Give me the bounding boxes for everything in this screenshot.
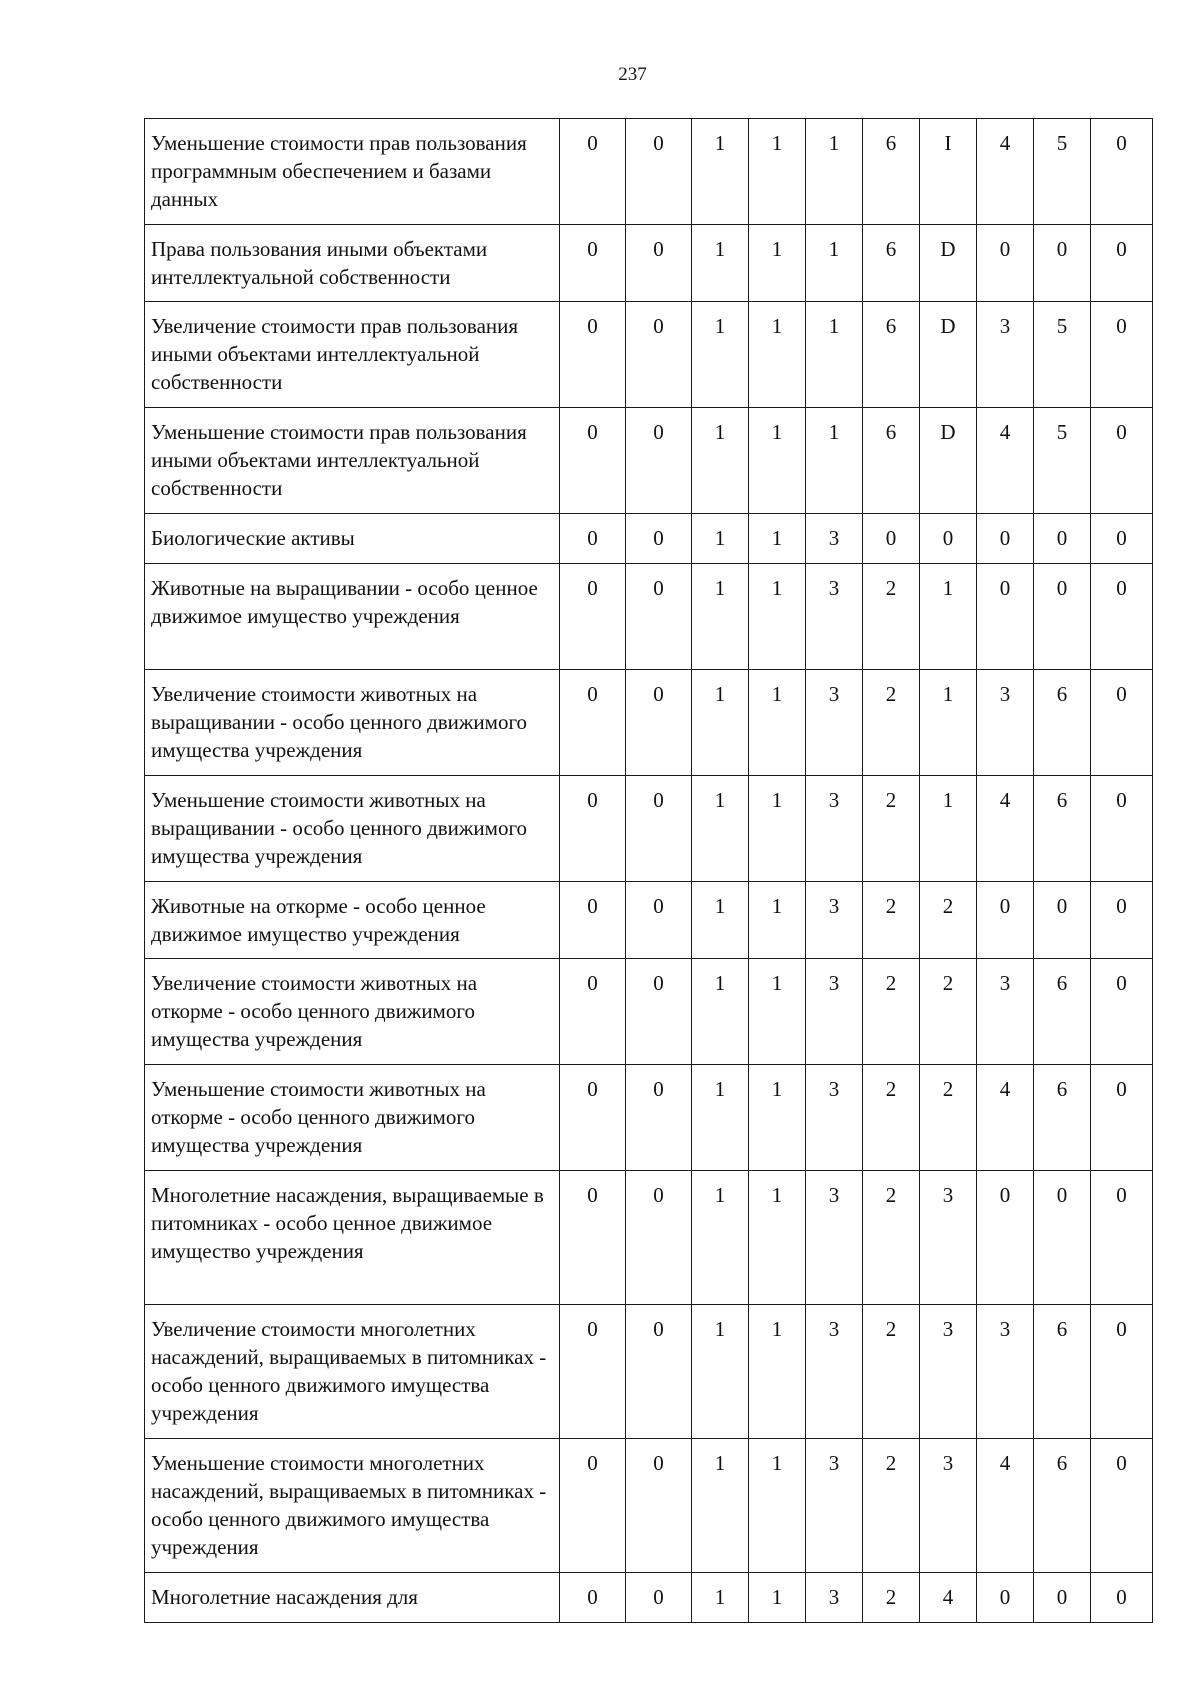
code-digit-cell: 0	[977, 1171, 1034, 1305]
code-digit-cell: 0	[560, 1573, 626, 1623]
table-row	[145, 1065, 1153, 1171]
table-row	[145, 882, 1153, 959]
code-digit-cell: 3	[920, 1439, 977, 1573]
account-name-cell: Уменьшение стоимости животных на откорме - особо ценного движимого имущества учреждения	[145, 1065, 560, 1171]
code-digit-cell: 0	[1034, 882, 1091, 959]
code-digit-cell: D	[920, 302, 977, 408]
code-digit-cell: 0	[560, 564, 626, 670]
code-digit-cell: 0	[560, 302, 626, 408]
account-name-cell: Права пользования иными объектами интеллектуальной собственности	[145, 225, 560, 302]
code-digit-cell: 6	[1034, 1439, 1091, 1573]
code-digit-cell: 2	[920, 882, 977, 959]
code-digit-cell: 1	[806, 225, 863, 302]
code-digit-cell: 0	[626, 119, 692, 225]
code-digit-cell: 0	[626, 1573, 692, 1623]
code-digit-cell: 2	[863, 1171, 920, 1305]
code-digit-cell: 1	[749, 1171, 806, 1305]
account-name-cell: Биологические активы	[145, 514, 560, 564]
code-digit-cell: 2	[863, 1573, 920, 1623]
code-digit-cell: 0	[560, 1171, 626, 1305]
code-digit-cell: 0	[1091, 670, 1153, 776]
code-digit-cell: 0	[1091, 119, 1153, 225]
code-digit-cell: 0	[1091, 1439, 1153, 1573]
code-digit-cell: 3	[920, 1171, 977, 1305]
code-digit-cell: 0	[1091, 514, 1153, 564]
table-row	[145, 959, 1153, 1065]
code-digit-cell: 1	[749, 119, 806, 225]
code-digit-cell: 3	[806, 1573, 863, 1623]
code-digit-cell: 0	[626, 776, 692, 882]
code-digit-cell: 0	[560, 408, 626, 514]
code-digit-cell: D	[920, 408, 977, 514]
code-digit-cell: 1	[749, 670, 806, 776]
code-digit-cell: 1	[920, 776, 977, 882]
table-row	[145, 302, 1153, 408]
code-digit-cell: 0	[560, 225, 626, 302]
table-row	[145, 776, 1153, 882]
account-name-cell: Животные на откорме - особо ценное движимое имущество учреждения	[145, 882, 560, 959]
code-digit-cell: 3	[977, 1305, 1034, 1439]
account-name-cell: Уменьшение стоимости животных на выращивании - особо ценного движимого имущества учреждения	[145, 776, 560, 882]
code-digit-cell: 1	[692, 1573, 749, 1623]
code-digit-cell: 6	[1034, 670, 1091, 776]
code-digit-cell: 2	[920, 959, 977, 1065]
code-digit-cell: 0	[863, 514, 920, 564]
code-digit-cell: 1	[692, 225, 749, 302]
code-digit-cell: 1	[692, 1305, 749, 1439]
code-digit-cell: 1	[692, 670, 749, 776]
code-digit-cell: 1	[692, 959, 749, 1065]
code-digit-cell: 3	[806, 1439, 863, 1573]
code-digit-cell: 0	[560, 776, 626, 882]
code-digit-cell: 1	[749, 1305, 806, 1439]
account-name-cell: Уменьшение стоимости прав пользования иными объектами интеллектуальной собственности	[145, 408, 560, 514]
code-digit-cell: 0	[626, 670, 692, 776]
code-digit-cell: 1	[692, 564, 749, 670]
code-digit-cell: 0	[977, 225, 1034, 302]
code-digit-cell: 0	[560, 514, 626, 564]
code-digit-cell: 1	[749, 564, 806, 670]
code-digit-cell: 6	[1034, 776, 1091, 882]
code-digit-cell: 0	[920, 514, 977, 564]
code-digit-cell: 1	[692, 1171, 749, 1305]
code-digit-cell: 2	[863, 1305, 920, 1439]
code-digit-cell: 0	[977, 882, 1034, 959]
code-digit-cell: 0	[1091, 225, 1153, 302]
page-number: 237	[618, 64, 647, 85]
code-digit-cell: 0	[560, 959, 626, 1065]
code-digit-cell: 0	[626, 1065, 692, 1171]
code-digit-cell: 1	[749, 882, 806, 959]
account-name-cell: Животные на выращивании - особо ценное движимое имущество учреждения	[145, 564, 560, 670]
code-digit-cell: 1	[920, 670, 977, 776]
account-name-cell: Уменьшение стоимости прав пользования программным обеспечением и базами данных	[145, 119, 560, 225]
code-digit-cell: 2	[863, 882, 920, 959]
code-digit-cell: 2	[863, 1065, 920, 1171]
code-digit-cell: 5	[1034, 302, 1091, 408]
code-digit-cell: 0	[1034, 514, 1091, 564]
code-digit-cell: 3	[977, 959, 1034, 1065]
code-digit-cell: 0	[626, 1439, 692, 1573]
account-name-cell: Увеличение стоимости животных на выращивании - особо ценного движимого имущества учреждения	[145, 670, 560, 776]
table-row	[145, 670, 1153, 776]
account-name-cell: Увеличение стоимости животных на откорме - особо ценного движимого имущества учреждения	[145, 959, 560, 1065]
code-digit-cell: 0	[626, 408, 692, 514]
code-digit-cell: 1	[692, 776, 749, 882]
code-digit-cell: 0	[560, 882, 626, 959]
code-digit-cell: 3	[920, 1305, 977, 1439]
account-name-cell: Многолетние насаждения, выращиваемые в питомниках - особо ценное движимое имущество учреждения	[145, 1171, 560, 1305]
code-digit-cell: 0	[977, 564, 1034, 670]
code-digit-cell: 0	[1091, 959, 1153, 1065]
code-digit-cell: 0	[626, 882, 692, 959]
code-digit-cell: 6	[1034, 959, 1091, 1065]
code-digit-cell: 3	[977, 670, 1034, 776]
code-digit-cell: 1	[749, 302, 806, 408]
code-digit-cell: 0	[1091, 1065, 1153, 1171]
code-digit-cell: 0	[1091, 1305, 1153, 1439]
code-digit-cell: 3	[806, 670, 863, 776]
code-digit-cell: 0	[1091, 776, 1153, 882]
code-digit-cell: 1	[749, 776, 806, 882]
code-digit-cell: 0	[626, 1305, 692, 1439]
code-digit-cell: 6	[1034, 1065, 1091, 1171]
table-row	[145, 1573, 1153, 1623]
code-digit-cell: 0	[626, 564, 692, 670]
code-digit-cell: 6	[863, 119, 920, 225]
code-digit-cell: 6	[863, 225, 920, 302]
code-digit-cell: D	[920, 225, 977, 302]
account-name-cell: Многолетние насаждения для	[145, 1573, 560, 1623]
code-digit-cell: 1	[692, 408, 749, 514]
code-digit-cell: 1	[749, 514, 806, 564]
code-digit-cell: 1	[749, 959, 806, 1065]
code-digit-cell: 1	[806, 408, 863, 514]
code-digit-cell: 0	[1034, 1171, 1091, 1305]
code-digit-cell: 0	[560, 1305, 626, 1439]
code-digit-cell: 3	[806, 1065, 863, 1171]
code-digit-cell: 3	[806, 882, 863, 959]
table-row	[145, 514, 1153, 564]
code-digit-cell: 1	[920, 564, 977, 670]
code-digit-cell: 6	[863, 408, 920, 514]
account-name-cell: Уменьшение стоимости многолетних насаждений, выращиваемых в питомниках - особо ценного движимого имущества учреждения	[145, 1439, 560, 1573]
code-digit-cell: 0	[1034, 225, 1091, 302]
code-digit-cell: 0	[626, 959, 692, 1065]
account-codes-table	[144, 118, 1153, 1623]
account-name-cell: Увеличение стоимости многолетних насаждений, выращиваемых в питомниках - особо ценного движимого имущества учреждения	[145, 1305, 560, 1439]
code-digit-cell: 0	[1091, 1573, 1153, 1623]
code-digit-cell: 1	[749, 225, 806, 302]
code-digit-cell: 0	[626, 225, 692, 302]
code-digit-cell: 5	[1034, 408, 1091, 514]
code-digit-cell: 6	[863, 302, 920, 408]
code-digit-cell: 0	[1091, 1171, 1153, 1305]
code-digit-cell: 6	[1034, 1305, 1091, 1439]
code-digit-cell: 2	[863, 564, 920, 670]
code-digit-cell: 1	[692, 514, 749, 564]
code-digit-cell: 2	[863, 959, 920, 1065]
code-digit-cell: 0	[560, 670, 626, 776]
code-digit-cell: 4	[920, 1573, 977, 1623]
code-digit-cell: 1	[749, 408, 806, 514]
code-digit-cell: 0	[1034, 1573, 1091, 1623]
code-digit-cell: 0	[626, 514, 692, 564]
table-row	[145, 225, 1153, 302]
code-digit-cell: 1	[692, 302, 749, 408]
code-digit-cell: 1	[692, 1439, 749, 1573]
code-digit-cell: 1	[749, 1065, 806, 1171]
code-digit-cell: 3	[977, 302, 1034, 408]
table-row	[145, 119, 1153, 225]
table-body	[145, 119, 1153, 1623]
code-digit-cell: 1	[806, 302, 863, 408]
code-digit-cell: 3	[806, 514, 863, 564]
code-digit-cell: 0	[1091, 564, 1153, 670]
code-digit-cell: 3	[806, 1171, 863, 1305]
code-digit-cell: 2	[863, 1439, 920, 1573]
table-row	[145, 408, 1153, 514]
code-digit-cell: I	[920, 119, 977, 225]
code-digit-cell: 3	[806, 564, 863, 670]
code-digit-cell: 5	[1034, 119, 1091, 225]
code-digit-cell: 1	[749, 1573, 806, 1623]
code-digit-cell: 2	[920, 1065, 977, 1171]
table-row	[145, 1305, 1153, 1439]
code-digit-cell: 0	[560, 1439, 626, 1573]
code-digit-cell: 0	[1091, 882, 1153, 959]
code-digit-cell: 1	[806, 119, 863, 225]
code-digit-cell: 3	[806, 776, 863, 882]
code-digit-cell: 0	[1034, 564, 1091, 670]
code-digit-cell: 0	[560, 1065, 626, 1171]
code-digit-cell: 0	[977, 1573, 1034, 1623]
table-row	[145, 1171, 1153, 1305]
code-digit-cell: 0	[1091, 302, 1153, 408]
table-row	[145, 1439, 1153, 1573]
code-digit-cell: 2	[863, 776, 920, 882]
code-digit-cell: 2	[863, 670, 920, 776]
code-digit-cell: 3	[806, 959, 863, 1065]
table-row	[145, 564, 1153, 670]
code-digit-cell: 1	[692, 1065, 749, 1171]
code-digit-cell: 0	[626, 302, 692, 408]
code-digit-cell: 4	[977, 1439, 1034, 1573]
code-digit-cell: 4	[977, 408, 1034, 514]
code-digit-cell: 0	[560, 119, 626, 225]
code-digit-cell: 4	[977, 119, 1034, 225]
code-digit-cell: 4	[977, 1065, 1034, 1171]
code-digit-cell: 0	[1091, 408, 1153, 514]
code-digit-cell: 1	[692, 119, 749, 225]
account-name-cell: Увеличение стоимости прав пользования иными объектами интеллектуальной собственности	[145, 302, 560, 408]
code-digit-cell: 0	[977, 514, 1034, 564]
code-digit-cell: 0	[626, 1171, 692, 1305]
code-digit-cell: 1	[749, 1439, 806, 1573]
code-digit-cell: 3	[806, 1305, 863, 1439]
code-digit-cell: 1	[692, 882, 749, 959]
code-digit-cell: 4	[977, 776, 1034, 882]
